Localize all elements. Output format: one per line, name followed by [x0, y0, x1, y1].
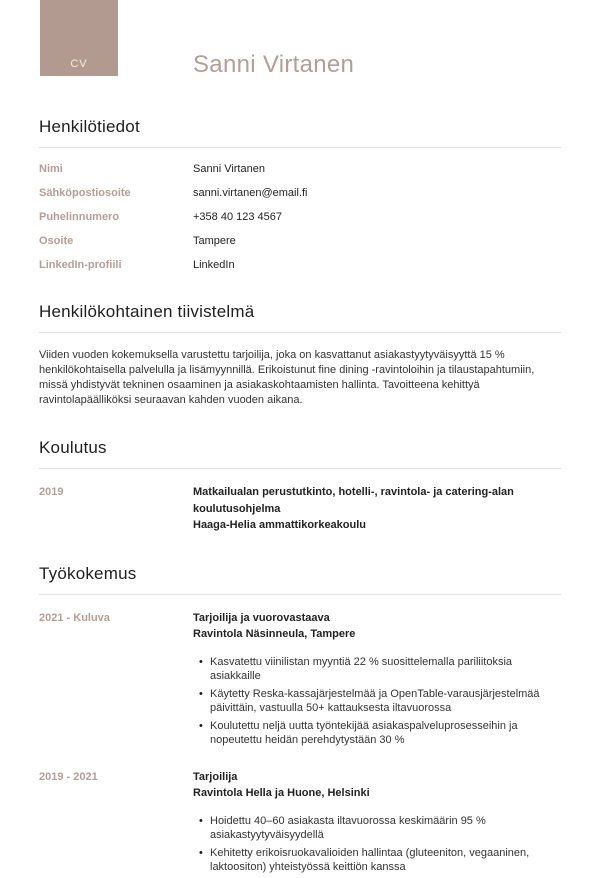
field-label: Sähköpostiosoite [39, 187, 131, 199]
cv-badge-label: CV [70, 58, 88, 70]
experience-entry-2 [39, 769, 561, 878]
section-divider [39, 594, 561, 595]
experience-period: 2021 - Kuluva [39, 611, 110, 624]
section-summary [39, 302, 561, 408]
field-value-linkedin: LinkedIn [193, 259, 235, 271]
experience-bullet: • Käytetty Reska-kassajärjestelmää ja OpenTable-varausjärjestelmää päivittäin, vastuulla 50+ kattauksesta iltavuorossa [210, 687, 561, 716]
field-value: +358 40 123 4567 [193, 211, 283, 223]
personal-info-heading: Henkilötiedot [39, 117, 140, 136]
experience-heading: Työkokemus [39, 563, 137, 583]
experience-details [193, 769, 561, 878]
education-details [193, 484, 561, 534]
field-label: Osoite [39, 235, 74, 247]
field-label: Puhelinnumero [39, 211, 120, 223]
experience-bullet-list [193, 814, 561, 875]
education-degree: Matkailualan perustutkinto, hotelli-, ravintola- ja catering-alan koulutusohjelma [193, 486, 514, 515]
section-experience [39, 564, 561, 878]
field-row-email [39, 187, 561, 200]
experience-role: Tarjoilija [193, 770, 238, 783]
experience-bullet: • Kehitetty erikoisruokavalioiden hallintaa (gluteeniton, vegaaninen, laktoositon) yhteistyössä keittiön kanssa [210, 846, 561, 875]
section-personal-info [39, 117, 561, 272]
education-period: 2019 [39, 486, 64, 498]
experience-details [193, 610, 561, 751]
page-title: Sanni Virtanen [193, 51, 355, 78]
field-value: Tampere [193, 235, 236, 247]
field-value: Sanni Virtanen [193, 163, 265, 175]
field-label: LinkedIn-profiili [39, 259, 122, 271]
section-divider [39, 332, 561, 333]
education-entry [39, 484, 561, 534]
section-education [39, 438, 561, 534]
education-heading: Koulutus [39, 438, 107, 457]
experience-period: 2019 - 2021 [39, 770, 98, 783]
field-value: sanni.virtanen@email.fi [193, 187, 308, 199]
experience-bullet-list [193, 655, 561, 748]
summary-paragraph: Viiden vuoden kokemuksella varustettu tarjoilija, joka on kasvattanut asiakastyytyväisyyttä 15 % henkilökohtaisella palvelulla ja lisämyynnillä. Erikoistunut fine dining -ravintoloihin ja tilaustapahtumiin, missä yhdistyvät tekninen osaaminen ja asiakaskohtaamisten hallinta. Tavoitteena kehittyä ravintolapäälliköksi seuraavan kahden vuoden aikana. [39, 349, 535, 406]
summary-heading: Henkilökohtainen tiivistelmä [39, 302, 255, 321]
cv-badge [40, 0, 118, 76]
field-row-address [39, 235, 561, 248]
experience-employer: Ravintola Näsinneula, Tampere [193, 628, 356, 640]
experience-entry-1 [39, 610, 561, 751]
field-row-linkedin [39, 259, 561, 272]
field-row-phone [39, 211, 561, 224]
experience-bullet: • Koulutettu neljä uutta työntekijää asiakaspalveluprosesseihin ja nopeutettu heidän perehdytystään 30 % [210, 719, 561, 748]
section-divider [39, 468, 561, 469]
cv-content [39, 117, 561, 878]
experience-employer: Ravintola Hella ja Huone, Helsinki [193, 787, 370, 799]
section-divider [39, 147, 561, 148]
field-label: Nimi [39, 163, 63, 175]
education-school: Haaga-Helia ammattikorkeakoulu [193, 519, 367, 531]
experience-role: Tarjoilija ja vuorovastaava [193, 611, 330, 624]
experience-bullet: • Kasvatettu viinilistan myyntiä 22 % suosittelemalla pariliitoksia asiakkaille [210, 655, 561, 684]
experience-bullet: • Hoidettu 40–60 asiakasta iltavuorossa keskimäärin 95 % asiakastyytyväisyydellä [210, 814, 561, 843]
field-row-name [39, 163, 561, 176]
